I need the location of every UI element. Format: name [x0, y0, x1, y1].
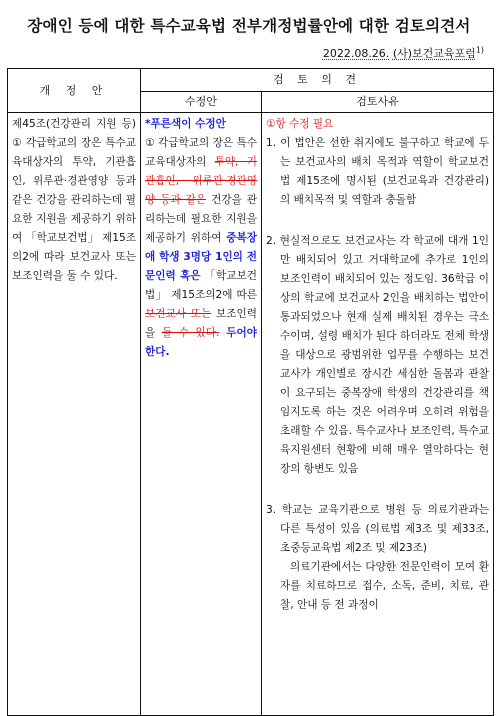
revised-part-1: ① 각급학교의 장은 특수교육대상자의 — [145, 137, 257, 168]
review-table — [7, 68, 494, 716]
deleted-text-1: 투약, 기관흡인, 위루관·경관영양 등과 같은 — [145, 156, 257, 206]
original-cell — [8, 113, 141, 716]
footnote-mark: 1) — [475, 45, 484, 55]
added-text-1: 중복장애 학생 3명당 1인의 전문인력 혹은 — [145, 232, 257, 282]
revised-part-2: 건강을 관리하는데 필요한 지원을 제공하기 위하여 — [145, 194, 258, 244]
original-text: 제45조(건강관리 지원 등) ① 각급학교의 장은 특수교육대상자의 투약, 기관흡인, 위루관·경관영양 등과 같은 건강을 관리하는데 필요한 지원을 제공하기 위하여 「학교보건법」 제15조의2에 따라 보건교사 또는 보조인력을 둘 수 있다. — [12, 118, 136, 282]
header-review: 검 토 의 견 — [141, 69, 494, 92]
document-date: 2022.08.26. — [322, 47, 390, 60]
revised-part-4: 보조인력을 — [145, 308, 257, 339]
reason-item-2: 2. 현실적으로도 보건교사는 각 학교에 대개 1인만 배치되어 있고 거대학교에 추가로 1인의 보조인력이 배치되어 있는 정도임. 36학급 이상의 학교에 보건교사 2인을 배치하는 법안이 통과되었으나 현재 실제 배치된 경우는 극소수이며, 설령 배치가 된다 하더라도 전체 학생을 대상으로 광범위한 업무를 수행하는 보건교사가 개인별로 장시간 세심한 돌봄과 관찰이 요구되는 중복장애 학생의 건강관리를 책임지도록 하는 것은 어려우며 오히려 위험을 초래할 수 있음. 특수교사나 보조인력, 특수교육지원센터 현황에 비해 매우 열악하다는 현장의 항변도 있음 — [266, 235, 489, 475]
header-reason: 검토사유 — [262, 92, 494, 113]
deleted-text-3: 둘 수 있다. — [161, 327, 220, 339]
reason-text — [262, 113, 493, 715]
deleted-text-2: 보건교사 또는 — [145, 308, 212, 320]
date-line — [323, 45, 484, 61]
revised-part-3: 「학교보건법」 제15조의2에 따른 — [145, 270, 257, 301]
reason-cell — [262, 113, 494, 716]
header-original: 개 정 안 — [8, 69, 141, 113]
header-revised: 수정안 — [141, 92, 262, 113]
reason-item-3-continued: 의료기관에서는 다양한 전문인력이 모여 환자를 치료하므로 접수, 소독, 준비, 치료, 관찰, 안내 등 전 과정이 — [280, 561, 489, 611]
revised-text — [141, 113, 261, 715]
revision-note: *푸른색이 수정안 — [145, 118, 226, 130]
reason-item-1: 1. 이 법안은 선한 취지에도 불구하고 학교에 두는 보건교사의 배치 목적과 역할이 학교보건법 제15조에 명시된 (보건교육과 건강관리)의 배치목적 및 역할과 충돌함 — [266, 137, 489, 206]
reason-header: ①항 수정 필요 — [266, 118, 334, 130]
added-text-2: 두어야 한다. — [145, 327, 257, 358]
document-title: 장애인 등에 대한 특수교육법 전부개정법률안에 대한 검토의견서 — [27, 17, 471, 35]
revised-cell — [141, 113, 262, 716]
organization: (사)보건교육포럼 — [392, 47, 476, 60]
reason-item-3: 3. 학교는 교육기관으로 병원 등 의료기관과는 다른 특성이 있음 (의료법 제3조 및 제33조, 초중등교육법 제2조 및 제23조) — [266, 504, 489, 554]
